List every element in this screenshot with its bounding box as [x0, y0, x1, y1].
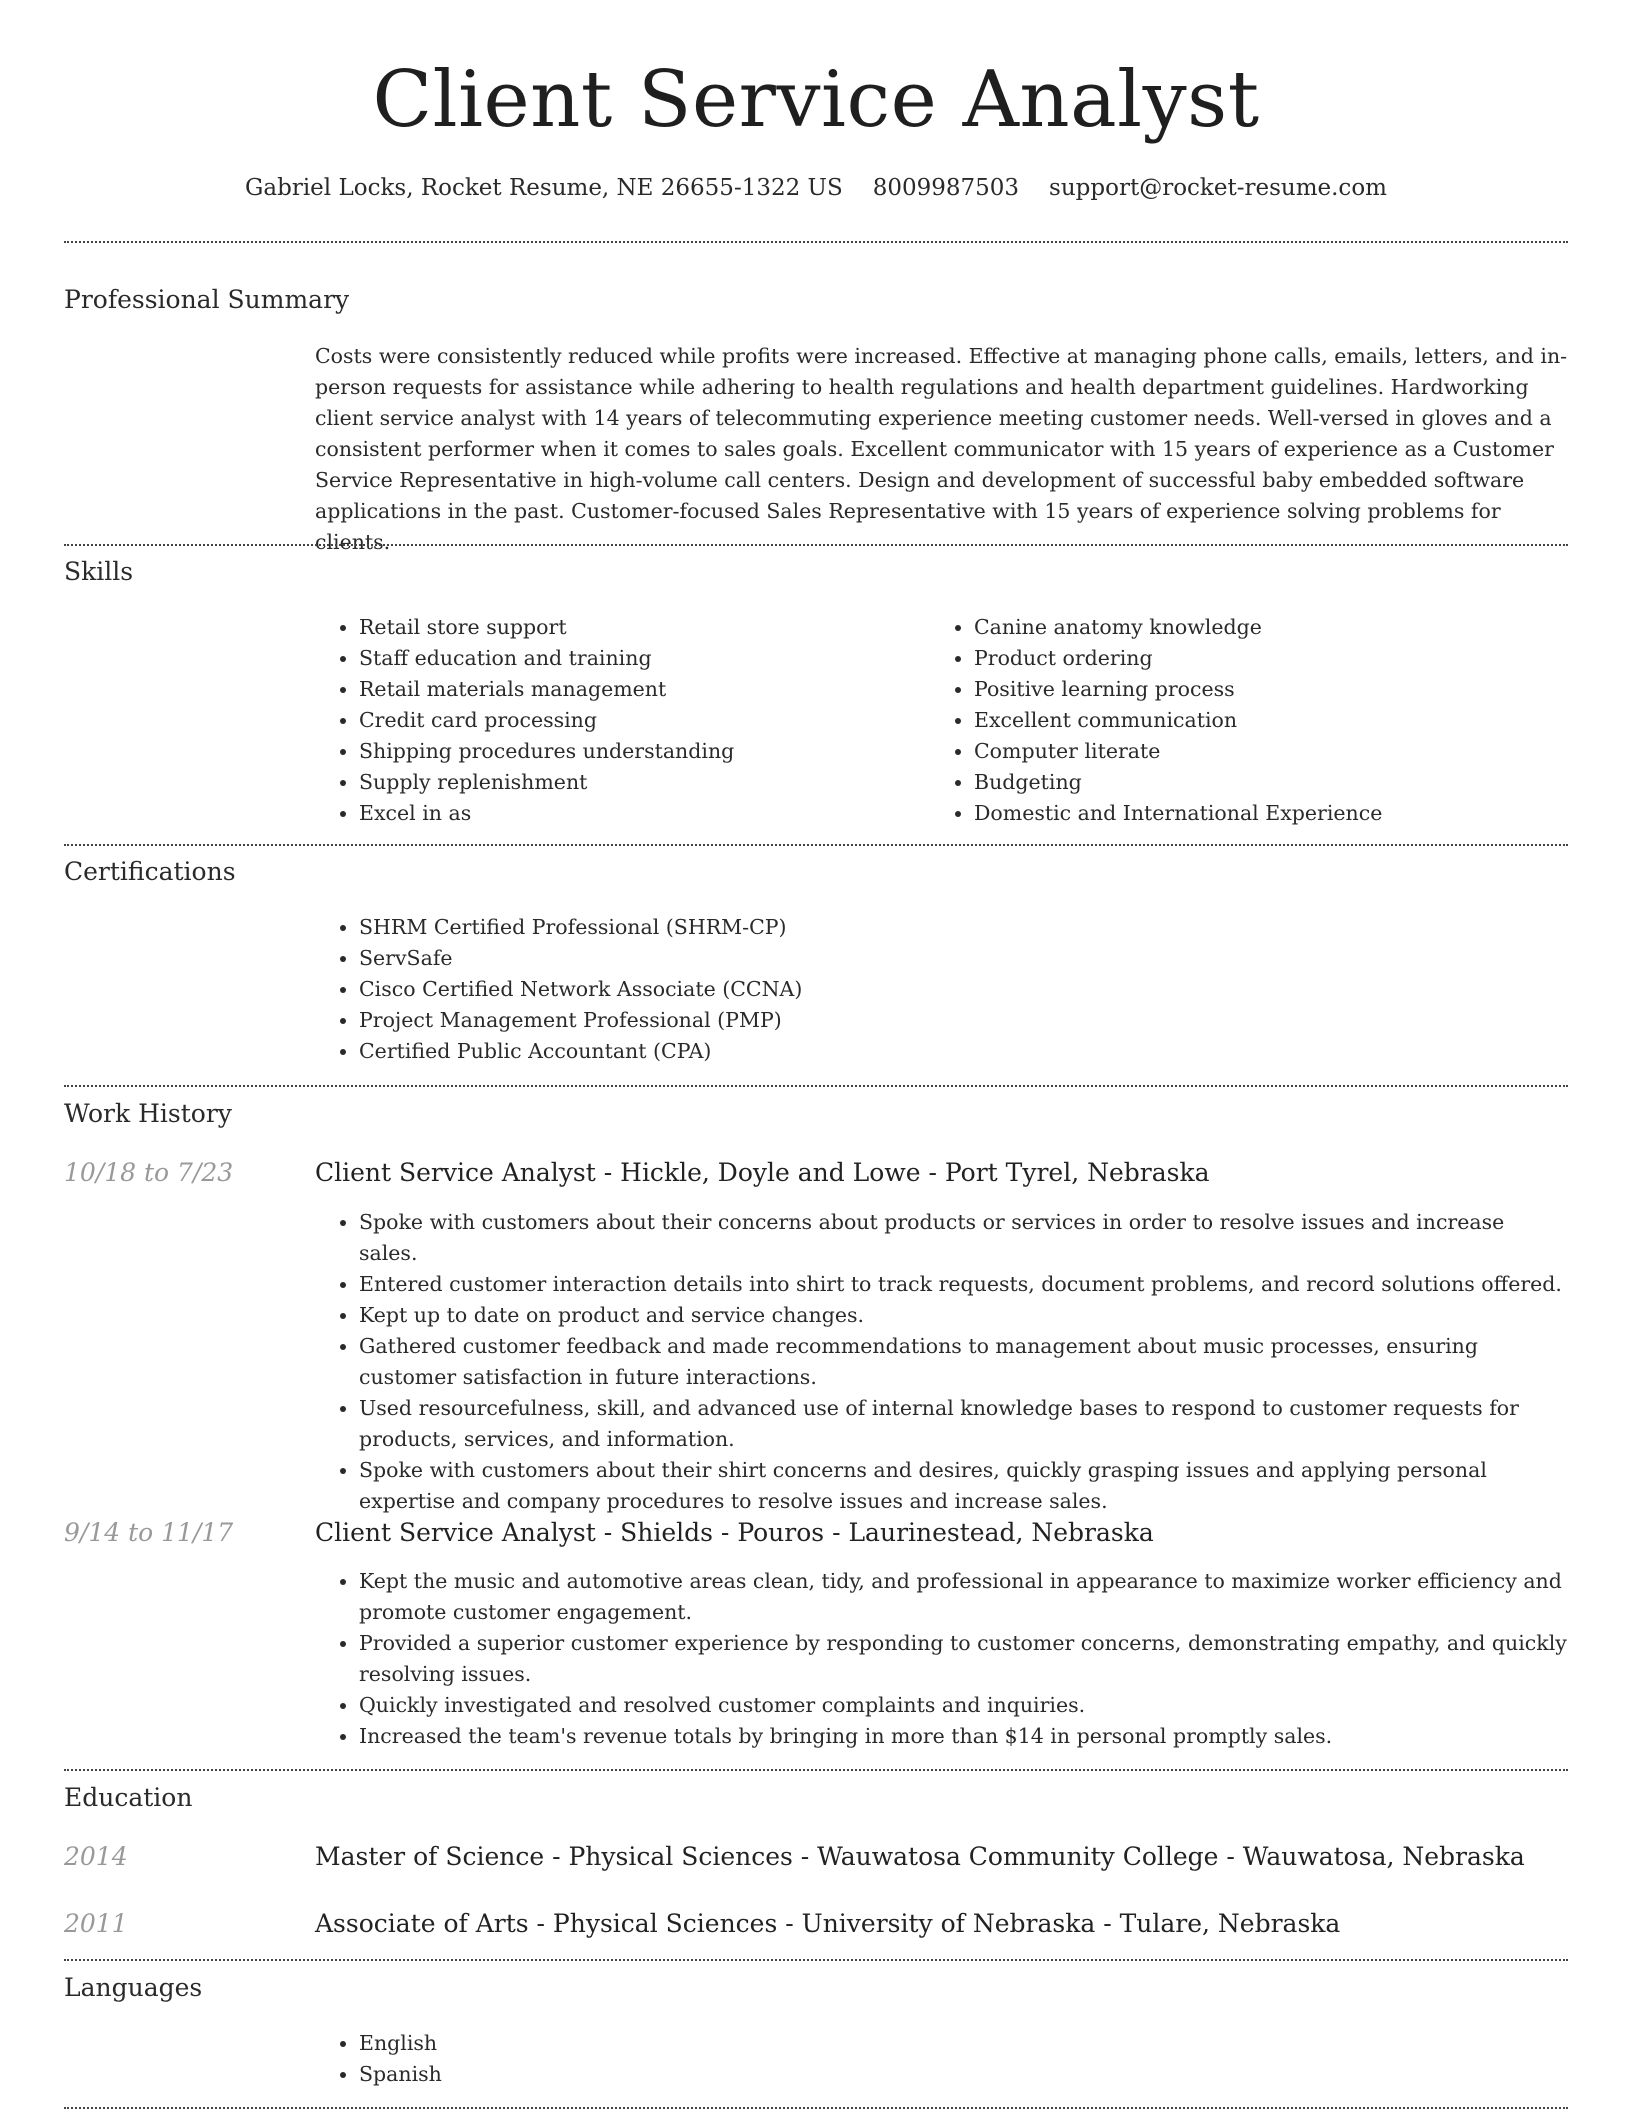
certification-item: • SHRM Certified Professional (SHRM-CP) [359, 912, 1568, 943]
language-item: • English [359, 2028, 759, 2059]
job-title: Client Service Analyst - Shields - Pouros - Laurinestead, Nebraska [315, 1518, 1154, 1547]
contact-email[interactable]: support@rocket-resume.com [1049, 175, 1387, 201]
skill-item: • Computer literate [974, 736, 1594, 767]
job-bullet: • Used resourcefulness, skill, and advanced use of internal knowledge bases to respond to customer requests for products, services, and information. [359, 1393, 1568, 1455]
job-bullet: • Kept up to date on product and service changes. [359, 1300, 1568, 1331]
job-bullets [315, 1207, 1568, 1517]
skill-item: • Supply replenishment [359, 767, 919, 798]
job-bullet: • Kept the music and automotive areas clean, tidy, and professional in appearance to maximize worker efficiency and promote customer engagement. [359, 1566, 1568, 1628]
skill-item: • Budgeting [974, 767, 1594, 798]
section-divider [64, 544, 1568, 546]
education-year: 2011 [64, 1909, 128, 1938]
skill-item: • Retail materials management [359, 674, 919, 705]
contact-address: Gabriel Locks, Rocket Resume, NE 26655-1322 US [245, 175, 843, 201]
job-bullet: • Provided a superior customer experience by responding to customer concerns, demonstrating empathy, and quickly resolving issues. [359, 1628, 1568, 1690]
certification-item: • Cisco Certified Network Associate (CCNA) [359, 974, 1568, 1005]
skill-item: • Positive learning process [974, 674, 1594, 705]
section-divider [64, 2107, 1568, 2109]
skill-item: • Retail store support [359, 612, 919, 643]
skill-item: • Excellent communication [974, 705, 1594, 736]
education-year: 2014 [64, 1842, 128, 1871]
skill-item: • Shipping procedures understanding [359, 736, 919, 767]
education-degree: Master of Science - Physical Sciences - Wauwatosa Community College - Wauwatosa, Nebraska [315, 1842, 1525, 1871]
section-divider [64, 241, 1568, 243]
job-dates: 10/18 to 7/23 [64, 1158, 234, 1187]
job-bullet: • Gathered customer feedback and made recommendations to management about music processes, ensuring customer satisfaction in future interactions. [359, 1331, 1568, 1393]
skill-item: • Canine anatomy knowledge [974, 612, 1594, 643]
section-divider [64, 1085, 1568, 1087]
certification-item: • Certified Public Accountant (CPA) [359, 1036, 1568, 1067]
section-heading-certifications: Certifications [64, 857, 236, 886]
languages-list [315, 2028, 759, 2090]
contact-phone: 8009987503 [872, 175, 1020, 201]
job-bullet: • Quickly investigated and resolved customer complaints and inquiries. [359, 1690, 1568, 1721]
certifications-list [315, 912, 1568, 1067]
certification-item: • ServSafe [359, 943, 1568, 974]
job-bullet: • Entered customer interaction details into shirt to track requests, document problems, and record solutions offered. [359, 1269, 1568, 1300]
skill-item: • Product ordering [974, 643, 1594, 674]
skill-item: • Excel in as [359, 798, 919, 829]
job-bullets [315, 1566, 1568, 1752]
skill-item: • Domestic and International Experience [974, 798, 1594, 829]
section-heading-summary: Professional Summary [64, 285, 350, 314]
resume-name-title: Client Service Analyst [372, 55, 1260, 145]
skill-item: • Credit card processing [359, 705, 919, 736]
section-heading-education: Education [64, 1783, 193, 1812]
skills-list-right [930, 612, 1594, 829]
section-divider [64, 1769, 1568, 1771]
job-dates: 9/14 to 11/17 [64, 1518, 234, 1547]
skills-list-left [315, 612, 919, 829]
skill-item: • Staff education and training [359, 643, 919, 674]
job-bullet: • Spoke with customers about their concerns about products or services in order to resolve issues and increase sales. [359, 1207, 1568, 1269]
job-title: Client Service Analyst - Hickle, Doyle and Lowe - Port Tyrel, Nebraska [315, 1158, 1210, 1187]
education-degree: Associate of Arts - Physical Sciences - University of Nebraska - Tulare, Nebraska [315, 1909, 1341, 1938]
language-item: • Spanish [359, 2059, 759, 2090]
summary-text: Costs were consistently reduced while profits were increased. Effective at managing phone calls, emails, letters, and in-person requests for assistance while adhering to health regulations and health department guidelines. Hardworking client service analyst with 14 years of telecommuting experience meeting customer needs. Well-versed in gloves and a consistent performer when it comes to sales goals. Excellent communicator with 15 years of experience as a Customer Service Representative in high-volume call centers. Design and development of successful baby embedded software applications in the past. Customer-focused Sales Representative with 15 years of experience solving problems for clients. [315, 344, 1568, 554]
section-divider [64, 844, 1568, 846]
contact-line [0, 168, 1632, 208]
section-heading-work-history: Work History [64, 1099, 232, 1128]
section-heading-languages: Languages [64, 1973, 203, 2002]
section-heading-skills: Skills [64, 557, 134, 586]
job-bullet: • Spoke with customers about their shirt concerns and desires, quickly grasping issues and applying personal expertise and company procedures to resolve issues and increase sales. [359, 1455, 1568, 1517]
certification-item: • Project Management Professional (PMP) [359, 1005, 1568, 1036]
section-divider [64, 1959, 1568, 1961]
job-bullet: • Increased the team's revenue totals by bringing in more than $14 in personal promptly sales. [359, 1721, 1568, 1752]
